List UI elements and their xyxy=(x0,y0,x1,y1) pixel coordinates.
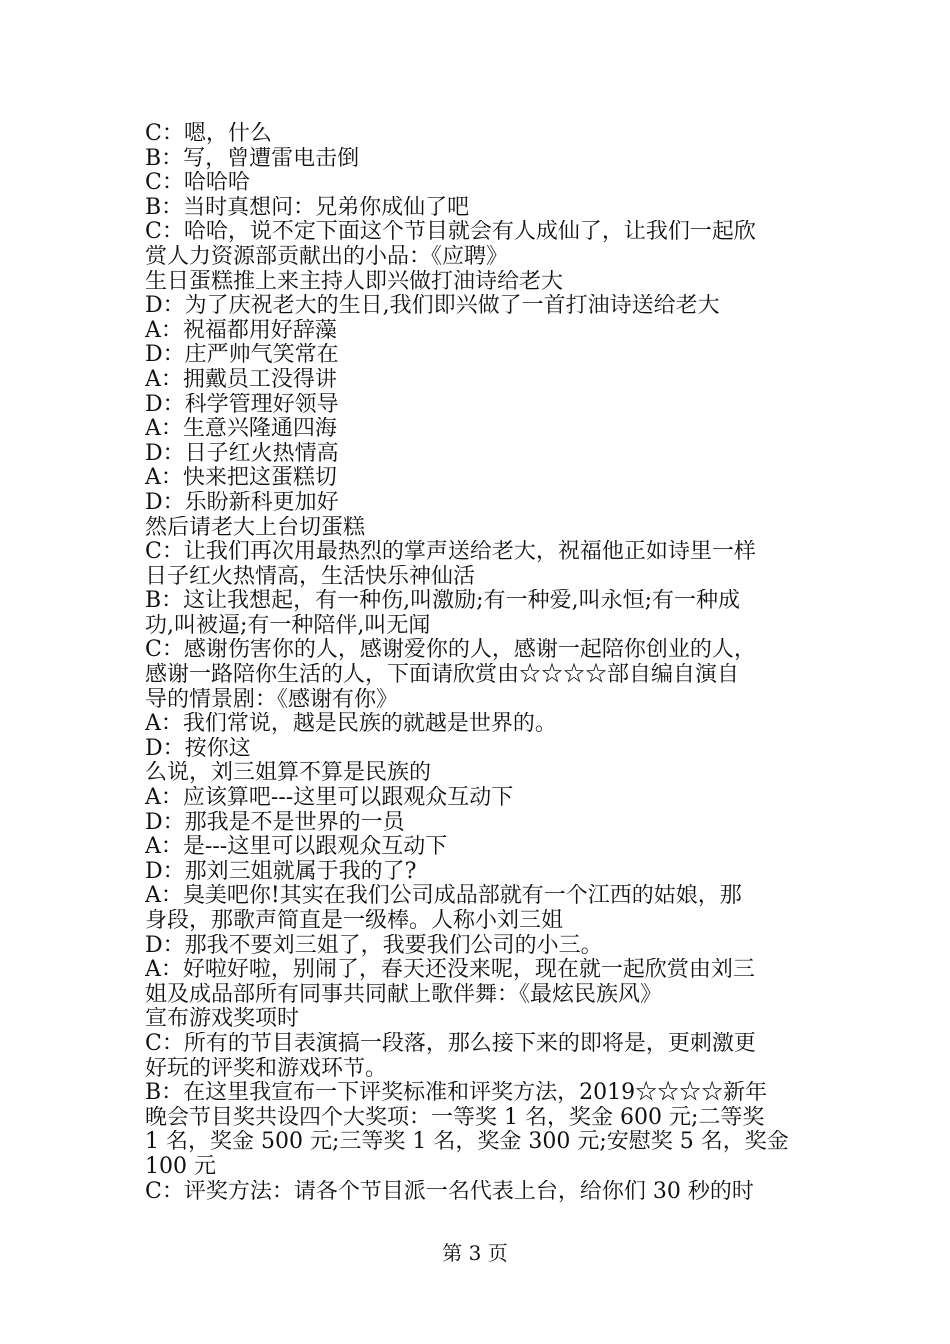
text-line: D：庄严帅气笑常在 xyxy=(145,343,339,368)
text-line: 100 元 xyxy=(145,1154,216,1179)
text-line: 么说，刘三姐算不算是民族的 xyxy=(145,761,432,786)
text-line: A：好啦好啦，别闹了，春天还没来呢，现在就一起欣赏由刘三 xyxy=(145,958,755,983)
text-line: 宣布游戏奖项时 xyxy=(145,1007,300,1032)
text-line: A：臭美吧你!其实在我们公司成品部就有一个江西的姑娘，那 xyxy=(145,884,742,909)
text-line: C：所有的节目表演搞一段落，那么接下来的即将是，更刺激更 xyxy=(145,1031,756,1056)
text-line: B：写，曾遭雷电击倒 xyxy=(145,146,360,171)
text-line: B：这让我想起，有一种伤,叫激励;有一种爱,叫永恒;有一种成 xyxy=(145,589,740,614)
page-body xyxy=(145,122,810,1204)
text-line: D：那我是不是世界的一员 xyxy=(145,810,405,835)
text-line: A：应该算吧---这里可以跟观众互动下 xyxy=(145,786,514,811)
text-line: D：那我不要刘三姐了，我要我们公司的小三。 xyxy=(145,933,603,958)
text-line: C：评奖方法：请各个节目派一名代表上台，给你们 30 秒的时 xyxy=(145,1179,754,1204)
text-line: C：哈哈，说不定下面这个节目就会有人成仙了，让我们一起欣 xyxy=(145,220,756,245)
text-line: A：快来把这蛋糕切 xyxy=(145,466,337,491)
text-line: A：拥戴员工没得讲 xyxy=(145,367,337,392)
text-line: 赏人力资源部贡献出的小品：《应聘》 xyxy=(145,244,509,269)
text-line: B：当时真想问：兄弟你成仙了吧 xyxy=(145,195,470,220)
text-line: C：感谢伤害你的人，感谢爱你的人，感谢一起陪你创业的人， xyxy=(145,638,756,663)
text-line: 1 名，奖金 500 元;三等奖 1 名，奖金 300 元;安慰奖 5 名，奖金 xyxy=(145,1130,789,1155)
text-line: C：哈哈哈 xyxy=(145,171,250,196)
text-line: 然后请老大上台切蛋糕 xyxy=(145,515,366,540)
text-line: 晚会节目奖共设四个大奖项：一等奖 1 名，奖金 600 元;二等奖 xyxy=(145,1105,765,1130)
text-line: 好玩的评奖和游戏环节。 xyxy=(145,1056,388,1081)
text-line: B：在这里我宣布一下评奖标准和评奖方法，2019☆☆☆☆新年 xyxy=(145,1081,768,1106)
text-line: 导的情景剧：《感谢有你》 xyxy=(145,687,399,712)
text-line: 姐及成品部所有同事共同献上歌伴舞：《最炫民族风》 xyxy=(145,982,663,1007)
text-line: D：科学管理好领导 xyxy=(145,392,339,417)
text-line: A：我们常说，越是民族的就越是世界的。 xyxy=(145,712,557,737)
text-line: C：嗯，什么 xyxy=(145,122,272,146)
text-line: D：乐盼新科更加好 xyxy=(145,490,339,515)
text-line: D：日子红火热情高 xyxy=(145,441,339,466)
text-line: A：是---这里可以跟观众互动下 xyxy=(145,835,448,860)
text-line: 功,叫被逼;有一种陪伴,叫无闻 xyxy=(145,613,431,638)
text-line: 身段，那歌声简直是一级棒。人称小刘三姐 xyxy=(145,909,564,933)
text-line: D：那刘三姐就属于我的了? xyxy=(145,859,417,884)
text-line: D：按你这 xyxy=(145,736,251,761)
text-line: A：祝福都用好辞藻 xyxy=(145,318,337,343)
text-line: A：生意兴隆通四海 xyxy=(145,417,337,442)
text-line: 日子红火热情高，生活快乐神仙活 xyxy=(145,564,476,589)
text-line: C：让我们再次用最热烈的掌声送给老大，祝福他正如诗里一样 xyxy=(145,540,756,565)
text-line: 感谢一路陪你生活的人，下面请欣赏由☆☆☆☆部自编自演自 xyxy=(145,663,740,688)
text-line: 生日蛋糕推上来主持人即兴做打油诗给老大 xyxy=(145,269,564,294)
text-line: D：为了庆祝老大的生日,我们即兴做了一首打油诗送给老大 xyxy=(145,294,720,319)
page-number: 第 3 页 xyxy=(442,1241,508,1265)
